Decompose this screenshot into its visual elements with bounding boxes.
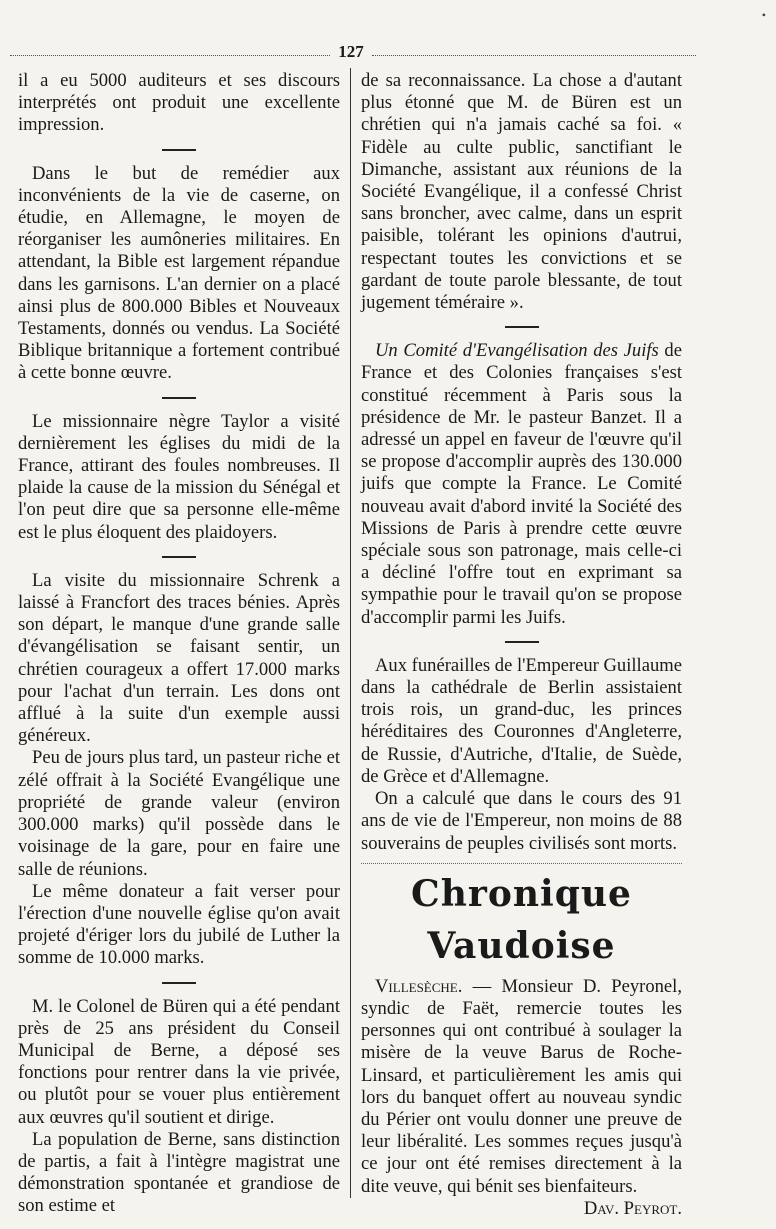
paragraph-text: de sa reconnaissance. La chose a d'autant plus étonné que M. de Büren est un chrétien qui n'a jamais caché sa foi. « Fidèle au culte public, sanctifiant le Dimanche, assistant aux réunions de la Société Evangélique, il a confessé Christ sans broncher, avec calme, dans un esprit paisible, tolérant les opinions d'autrui, respectant toutes les convictions et se gardant de toute parole blessante, de tout jugement téméraire ». [361, 70, 682, 314]
signature: Dav. Peyrot. [583, 1197, 682, 1219]
paragraph [18, 163, 340, 385]
page-header [10, 42, 696, 64]
dotted-rule [361, 863, 682, 864]
section-separator [18, 137, 340, 163]
paragraph-text: Aux funérailles de l'Empereur Guillaume dans la cathédrale de Berlin assistaient trois rois, un grand-duc, les princes héréditaires des Couronnes d'Angleterre, de Russie, d'Autriche, d'Italie, de Suède, de Grèce et d'Allemagne. [361, 654, 682, 787]
paragraph-text: Le même donateur a fait verser pour l'érection d'une nouvelle église qu'on avait projeté d'ériger lors du jubilé de Luther la somme de 10.000 marks. [18, 880, 340, 969]
place-name: Villesèche. [375, 975, 463, 997]
section-separator [361, 629, 682, 655]
header-rule-left [10, 55, 330, 56]
paragraph-text: M. le Colonel de Büren qui a été pendant près de 25 ans président du Conseil Municipal de Berne, a déposé ses fonctions pour rentrer dans la vie privée, ou plutôt pour se vouer plus entièrement aux œuvres qu'il soutient et dirige. [18, 995, 340, 1128]
section-heading: Chronique Vaudoise [411, 872, 632, 967]
column-divider [350, 68, 351, 1198]
paragraph [18, 411, 340, 544]
paragraph-text: Peu de jours plus tard, un pasteur riche et zélé offrait à la Société Evangélique une propriété de grande valeur (environ 300.000 marks) qu'il possède dans le voisinage de la gare, pour en faire une salle de réunions. [18, 747, 340, 880]
paragraph [361, 655, 682, 788]
paragraph [18, 996, 340, 1129]
section-separator [18, 544, 340, 570]
paragraph-text: Dans le but de remédier aux inconvénients de la vie de caserne, on étudie, en Allemagne, le moyen de réorganiser les aumôneries militaires. En attendant, la Bible est largement répandue dans les garnisons. L'an dernier on a placé ainsi plus de 800.000 Bibles et Nouveaux Testaments, donnés ou vendus. La Société Biblique britannique a fortement contribué à cette bonne œuvre. [18, 162, 340, 384]
section-separator [18, 970, 340, 996]
paragraph-text: Le missionnaire nègre Taylor a visité dernièrement les églises du midi de la France, attirant des foules nombreuses. Il plaide la cause de la mission du Sénégal et l'on peut dire que sa personne elle-même est le plus éloquent des plaidoyers. [18, 410, 340, 543]
paragraph [361, 70, 682, 314]
paragraph [361, 975, 682, 1219]
paragraph [361, 788, 682, 855]
paragraph-text: il a eu 5000 auditeurs et ses discours interprétés ont produit une excellente impression. [18, 70, 340, 136]
paragraph-text: de France et des Colonies françaises s'est constitué récemment à Paris sous la présidence de Mr. le pasteur Banzet. Il a adressé un appel en faveur de l'œuvre qu'il se propose d'accomplir auprès des 130.000 juifs que compte la France. Le Comité nouveau avait d'abord invité la Société des Missions de Paris à prendre cette œuvre spéciale sous son patronage, mais celle-ci a décliné l'offre tout en exprimant sa sympathie pour le travail qu'on se propose d'accomplir parmi les Juifs. [361, 340, 682, 628]
section-separator [361, 314, 682, 340]
header-rule-right [372, 55, 696, 56]
paragraph [18, 1129, 340, 1218]
section-separator [18, 385, 340, 411]
left-column [18, 70, 340, 1218]
paragraph [18, 570, 340, 748]
paragraph-text: On a calculé que dans le cours des 91 ans de vie de l'Empereur, non moins de 88 souverains de peuples civilisés sont morts. [361, 788, 682, 854]
paragraph [361, 340, 682, 629]
paragraph-text: — Monsieur D. Peyronel, syndic de Faët, remercie toutes les personnes qui ont contribué à soulager la misère de la veuve Barus de Roche-Linsard, et particulièrement les amis qui lors du banquet offert au nouveau syndic du Périer ont voulu donner une preuve de leur libéralité. Les sommes reçues jusqu'à ce jour ont été remises directement à la dite veuve, qui bénit ses bienfaiteurs. [361, 975, 682, 1197]
paragraph [18, 70, 340, 137]
paragraph-text: La visite du missionnaire Schrenk a laissé à Francfort des traces bénies. Après son départ, le manque d'une grande salle d'évangélisation se faisant sentir, un chrétien courageux a offert 17.000 marks pour l'achat d'un terrain. Les dons ont afflué à la suite d'un exemple aussi généreux. [18, 569, 340, 747]
right-column [361, 70, 682, 1220]
page-number: 127 [338, 42, 364, 61]
paragraph-text: La population de Berne, sans distinction de partis, a fait à l'intègre magistrat une démonstration spontanée et grandiose de son estime et [18, 1128, 340, 1217]
italic-lead: Un Comité d'Evangélisation des Juifs [375, 340, 659, 362]
margin-mark: • [761, 8, 766, 22]
paragraph [18, 747, 340, 880]
paragraph [18, 881, 340, 970]
